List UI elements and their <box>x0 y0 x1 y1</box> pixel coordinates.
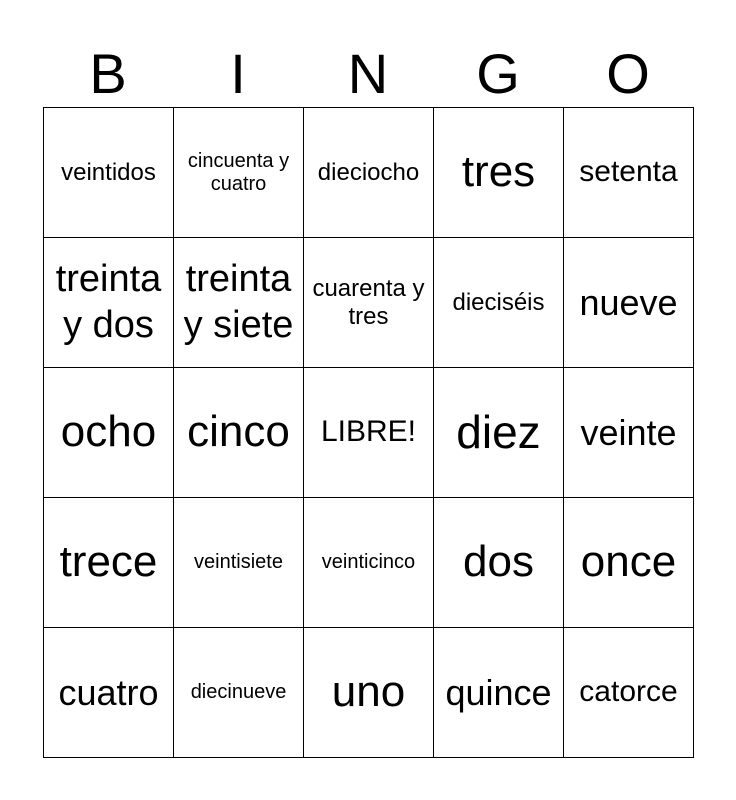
bingo-cell[interactable] <box>44 108 174 238</box>
cell-text: tres <box>461 147 536 197</box>
cell-text: cinco <box>187 407 290 457</box>
header-letter-o: O <box>606 42 650 105</box>
bingo-cell[interactable] <box>304 238 434 368</box>
bingo-cell[interactable] <box>304 498 434 628</box>
bingo-cell[interactable] <box>564 368 694 498</box>
cell-text: treinta y siete <box>183 257 294 346</box>
bingo-cell[interactable] <box>304 628 434 758</box>
bingo-cell[interactable] <box>434 498 564 628</box>
bingo-board <box>43 107 694 758</box>
bingo-cell-free[interactable] <box>304 368 434 498</box>
header-letter-b: B <box>89 42 127 105</box>
cell-text: uno <box>331 667 406 717</box>
bingo-cell[interactable] <box>564 498 694 628</box>
cell-text: veinte <box>580 411 677 453</box>
cell-text: once <box>580 537 677 587</box>
bingo-cell[interactable] <box>174 628 304 758</box>
cell-text: cuarenta y tres <box>312 274 425 330</box>
cell-text: LIBRE! <box>320 415 417 449</box>
bingo-cell[interactable] <box>174 238 304 368</box>
bingo-cell[interactable] <box>564 238 694 368</box>
header-letter-g: G <box>476 42 520 105</box>
cell-text: dos <box>463 537 534 587</box>
bingo-cell[interactable] <box>564 628 694 758</box>
bingo-cell[interactable] <box>44 368 174 498</box>
cell-text: veinticinco <box>321 551 416 573</box>
cell-text: cincuenta y cuatro <box>187 149 290 195</box>
cell-text: dieciséis <box>452 288 545 316</box>
bingo-cell[interactable] <box>434 368 564 498</box>
bingo-cell[interactable] <box>434 108 564 238</box>
bingo-cell[interactable] <box>174 498 304 628</box>
header-letter-i: I <box>230 42 246 105</box>
bingo-cell[interactable] <box>174 368 304 498</box>
cell-text: ocho <box>60 407 157 457</box>
bingo-cell[interactable] <box>434 628 564 758</box>
cell-text: dieciocho <box>317 158 420 186</box>
cell-text: nueve <box>579 281 678 323</box>
cell-text: diecinueve <box>190 681 287 703</box>
header-letter-n: N <box>347 42 389 105</box>
cell-text: veintidos <box>61 158 156 186</box>
cell-text: setenta <box>579 155 678 189</box>
cell-text: catorce <box>579 675 678 709</box>
cell-text: treinta y dos <box>55 257 162 346</box>
cell-text: quince <box>445 671 552 713</box>
bingo-cell[interactable] <box>434 238 564 368</box>
cell-text: diez <box>456 406 541 459</box>
cell-text: cuatro <box>58 671 159 713</box>
cell-text: veintisiete <box>194 551 283 573</box>
bingo-cell[interactable] <box>44 628 174 758</box>
bingo-cell[interactable] <box>44 238 174 368</box>
bingo-cell[interactable] <box>44 498 174 628</box>
bingo-cell[interactable] <box>564 108 694 238</box>
bingo-cell[interactable] <box>304 108 434 238</box>
bingo-header <box>43 40 693 108</box>
bingo-cell[interactable] <box>174 108 304 238</box>
cell-text: trece <box>59 537 158 587</box>
